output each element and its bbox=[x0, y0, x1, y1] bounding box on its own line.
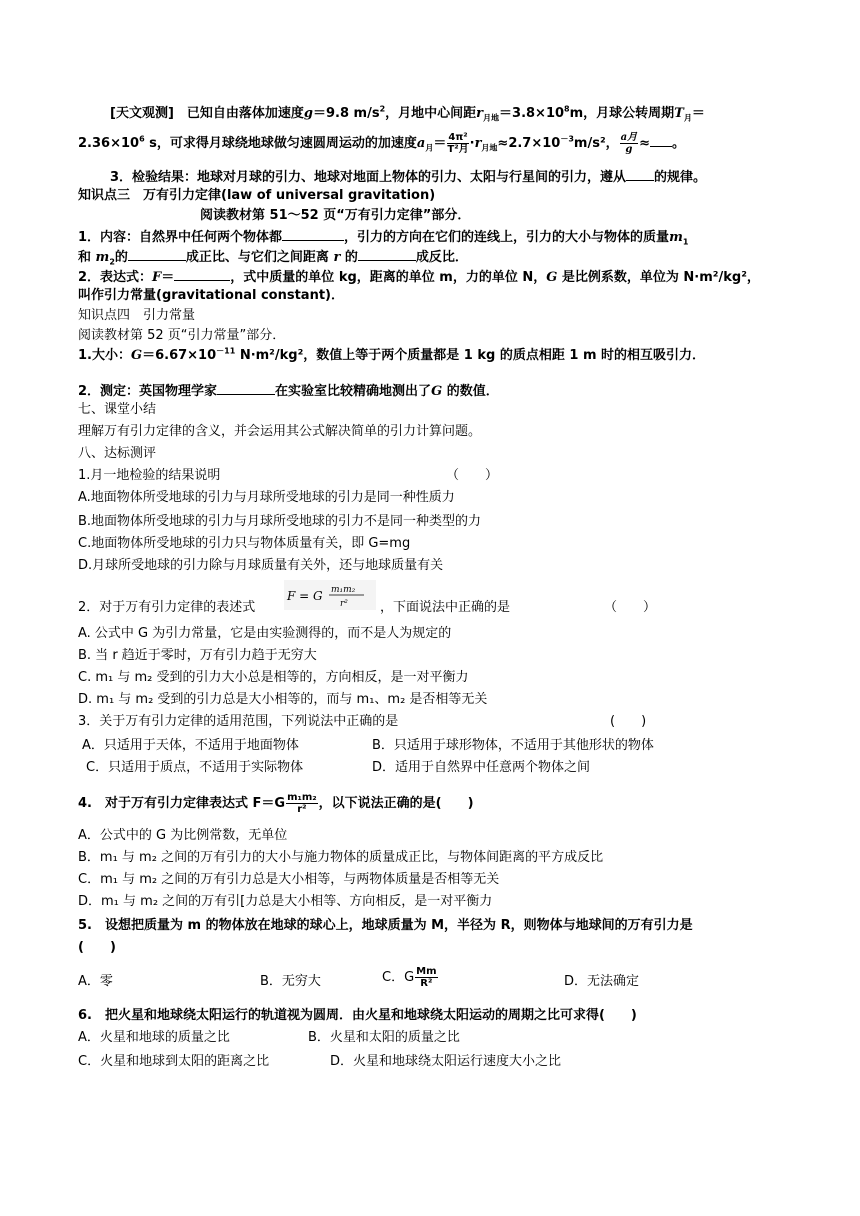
text: 3．检验结果：地球对月球的引力、地球对地面上物体的引力、太阳与行星间的引力，遵从 bbox=[110, 170, 627, 185]
text: ＝ bbox=[161, 270, 175, 285]
text: 的 bbox=[114, 250, 128, 265]
fraction bbox=[286, 792, 318, 815]
ratio-fraction bbox=[620, 132, 638, 155]
text: －3 bbox=[560, 134, 574, 144]
formula-image bbox=[284, 580, 376, 610]
blank bbox=[282, 226, 344, 241]
text: 4. 对于万有引力定律表达式 F＝G bbox=[78, 796, 286, 811]
option-b: B．火星和太阳的质量之比 bbox=[308, 1030, 460, 1045]
svg-text:m₁m₂: m₁m₂ bbox=[331, 585, 356, 595]
text: 成反比． bbox=[415, 250, 468, 265]
astronomy-line-1: [天文观测] 已知自由落体加速度g＝9.8 $m/s^2$，月地中心间距$r_{月地}=3.8\times 10^8m$，月球公转周期$T_月=$ bbox=[110, 104, 705, 123]
section-heading-4: 知识点四 引力常量 bbox=[78, 308, 196, 323]
option-d: D．m₁ 与 m₂ 之间的万有引[力总是大小相等、方向相反，是一对平衡力 bbox=[78, 894, 493, 909]
text: 2.36×10 bbox=[78, 136, 140, 151]
text: 的规律。 bbox=[654, 170, 707, 185]
option-b: B. 当 r 趋近于零时，万有引力趋于无穷大 bbox=[78, 648, 317, 663]
text: 和 bbox=[78, 250, 92, 265]
option-a: A．只适用于天体，不适用于地面物体 bbox=[82, 738, 299, 753]
option-c: C.地面物体所受地球的引力只与物体质量有关，即 G=mg bbox=[78, 536, 411, 551]
text: F bbox=[152, 270, 162, 285]
fraction bbox=[415, 966, 437, 989]
text: 6 bbox=[139, 134, 145, 144]
constant-size-line bbox=[78, 346, 705, 366]
astronomy-line-2: $2.36\times 10^6$ s，可求得月球绕地球做匀速圆周运动的加速度$a_月=$ $\frac{\text{4π²}}{\text{T²月}}$ $\cdot r_{月地}\approx 2.7\times 10^{-3}m/s^2$， $\frac{\text{a月}}{g}$ ≈ 。 bbox=[78, 132, 686, 155]
option-a: A.地面物体所受地球的引力与月球所受地球的引力是同一种性质力 bbox=[78, 490, 455, 505]
question-3: 3．关于万有引力定律的适用范围，下列说法中正确的是 bbox=[78, 714, 399, 729]
option-b: B．无穷大 bbox=[260, 974, 321, 989]
answer-paren[interactable]: ( ) bbox=[78, 940, 116, 955]
answer-paren[interactable]: （ ） bbox=[604, 600, 657, 615]
text: 1.大小： bbox=[78, 348, 131, 363]
summary-heading: 七、课堂小结 bbox=[78, 402, 157, 417]
text: G bbox=[130, 348, 143, 363]
measurement-line bbox=[78, 380, 499, 402]
text: ，以下说法正确的是( ) bbox=[318, 796, 474, 811]
blank bbox=[650, 132, 672, 147]
option-b: B．m₁ 与 m₂ 之间的万有引力的大小与施力物体的质量成正比，与物体间距离的平方成反比 bbox=[78, 850, 604, 865]
answer-paren[interactable]: ( ) bbox=[610, 714, 647, 729]
numerator: 4π² bbox=[448, 132, 468, 143]
denominator: R² bbox=[420, 978, 433, 989]
expression-line bbox=[78, 266, 760, 288]
text: －11 bbox=[216, 346, 236, 356]
section-heading-3: 知识点三 万有引力定律(law of universal gravitation) bbox=[78, 188, 436, 203]
option-b: B.地面物体所受地球的引力与月球所受地球的引力不是同一种类型的力 bbox=[78, 514, 482, 529]
text: ＝6.67×10 bbox=[142, 348, 217, 363]
text: N·m²/kg²，数值上等于两个质量都是 1 kg 的质点相距 1 m 时的相互吸引力． bbox=[235, 348, 706, 363]
text: 月地 bbox=[483, 113, 500, 123]
svg-text:r²: r² bbox=[340, 599, 348, 609]
option-c bbox=[382, 966, 439, 989]
text: ≈2.7×10 bbox=[497, 136, 561, 151]
answer-paren[interactable]: （ ） bbox=[446, 468, 499, 483]
text: m bbox=[669, 230, 683, 245]
test-heading: 八、达标测评 bbox=[78, 446, 157, 461]
text: 成正比、与它们之间距离 bbox=[185, 250, 329, 265]
option-d: D. m₁ 与 m₂ 受到的引力总是大小相等的，而与 m₁、m₂ 是否相等无关 bbox=[78, 692, 488, 707]
option-c: C．m₁ 与 m₂ 之间的万有引力总是大小相等，与两物体质量是否相等无关 bbox=[78, 872, 500, 887]
text: · bbox=[469, 136, 475, 151]
numerator: Mm bbox=[416, 966, 437, 977]
text: ≈ bbox=[639, 136, 651, 151]
text: G bbox=[431, 384, 443, 399]
text: s，可求得月球绕地球做匀速圆周运动的加速度 bbox=[144, 136, 417, 151]
text: a bbox=[416, 136, 426, 151]
question-2-tail: ，下面说法中正确的是 bbox=[380, 600, 511, 615]
question-5: 5. 设想把质量为 m 的物体放在地球的球心上，地球质量为 M，半径为 R，则物体与地球间的万有引力是 bbox=[78, 918, 693, 933]
question-4 bbox=[78, 792, 474, 815]
text: m，月球公转周期 bbox=[569, 106, 675, 121]
option-d: D.月球所受地球的引力除与月球质量有关外，还与地球质量有关 bbox=[78, 558, 444, 573]
numerator: a月 bbox=[620, 132, 638, 143]
option-a: A．火星和地球的质量之比 bbox=[78, 1030, 230, 1045]
blank bbox=[217, 380, 275, 395]
option-d: D．火星和地球绕太阳运行速度大小之比 bbox=[330, 1054, 562, 1069]
option-c: C．只适用于质点，不适用于实际物体 bbox=[86, 760, 304, 775]
question-2 bbox=[78, 598, 255, 618]
option-a: A．零 bbox=[78, 974, 113, 989]
text: ＝9.8 m/s bbox=[312, 106, 380, 121]
text: 2．对于万有引力定律的表述式 bbox=[78, 600, 256, 615]
option-b: B．只适用于球形物体，不适用于其他形状的物体 bbox=[372, 738, 654, 753]
summary-text: 理解万有引力定律的含义，并会运用其公式解决简单的引力计算问题。 bbox=[78, 424, 482, 439]
expression-line-2: 叫作引力常量(gravitational constant)． bbox=[78, 288, 344, 303]
content-line: 1．内容：自然界中任何两个物体都 ，引力的方向在它们的连线上，引力的大小与物体的质量$m_1$ bbox=[78, 226, 688, 248]
text: 。 bbox=[672, 136, 686, 151]
option-d: D．适用于自然界中任意两个物体之间 bbox=[372, 760, 591, 775]
option-c: C. m₁ 与 m₂ 受到的引力大小总是相等的，方向相反，是一对平衡力 bbox=[78, 670, 469, 685]
text: ＝ bbox=[433, 136, 447, 151]
fraction bbox=[447, 132, 468, 155]
text: ，式中质量的单位 kg，距离的单位 m，力的单位 N， bbox=[230, 270, 547, 285]
denominator: r² bbox=[297, 804, 307, 815]
text: r bbox=[476, 106, 484, 121]
text: 2．测定：英国物理学家 bbox=[78, 384, 218, 399]
check-result-line bbox=[110, 166, 706, 188]
text: 的 bbox=[344, 250, 358, 265]
blank bbox=[128, 246, 186, 261]
text: C．G bbox=[382, 970, 415, 985]
text: 是比例系数，单位为 N·m²/kg²， bbox=[561, 270, 760, 285]
question-1: 1.月一地检验的结果说明 bbox=[78, 468, 221, 483]
denominator: g bbox=[625, 144, 633, 155]
text: m/s²， bbox=[573, 136, 619, 151]
text: 在实验室比较精确地测出了 bbox=[275, 384, 432, 399]
gravitation-formula-icon bbox=[284, 580, 376, 610]
option-a: A. 公式中 G 为引力常量，它是由实验测得的，而不是人为规定的 bbox=[78, 626, 452, 641]
denominator: T²月 bbox=[447, 144, 469, 155]
option-a: A．公式中的 G 为比例常数，无单位 bbox=[78, 828, 288, 843]
option-d: D．无法确定 bbox=[564, 974, 640, 989]
option-c: C．火星和地球到太阳的距离之比 bbox=[78, 1054, 270, 1069]
text: G bbox=[546, 270, 558, 285]
numerator: m₁m₂ bbox=[287, 792, 317, 803]
text: ＝3.8×10 bbox=[499, 106, 565, 121]
content-line-2: 和 $m_2$的 成正比、与它们之间距离 r 的 成反比． bbox=[78, 246, 468, 268]
blank bbox=[358, 246, 416, 261]
reading-note: 阅读教材第 51～52 页“万有引力定律”部分． bbox=[200, 208, 471, 223]
text: T bbox=[674, 106, 684, 121]
question-6: 6. 把火星和地球绕太阳运行的轨道视为圆周．由火星和地球绕太阳运动的周期之比可求得( ) bbox=[78, 1008, 637, 1023]
text: [天文观测] 已知自由落体加速度 bbox=[110, 106, 304, 121]
text: g bbox=[303, 106, 313, 121]
svg-text:F = G: F = G bbox=[287, 589, 323, 603]
text: r bbox=[333, 250, 341, 265]
text: ＝ bbox=[691, 106, 705, 121]
text: 月 bbox=[683, 113, 692, 123]
blank bbox=[174, 266, 230, 281]
text: 2．表达式： bbox=[78, 270, 153, 285]
text: ，引力的方向在它们的连线上，引力的大小与物体的质量 bbox=[344, 230, 670, 245]
reading-note-2: 阅读教材第 52 页“引力常量”部分． bbox=[78, 328, 286, 343]
text: ，月地中心间距 bbox=[385, 106, 477, 121]
blank bbox=[626, 166, 654, 181]
text: 的数值． bbox=[446, 384, 499, 399]
text: 月 bbox=[425, 143, 434, 153]
text: 1．内容：自然界中任何两个物体都 bbox=[78, 230, 283, 245]
